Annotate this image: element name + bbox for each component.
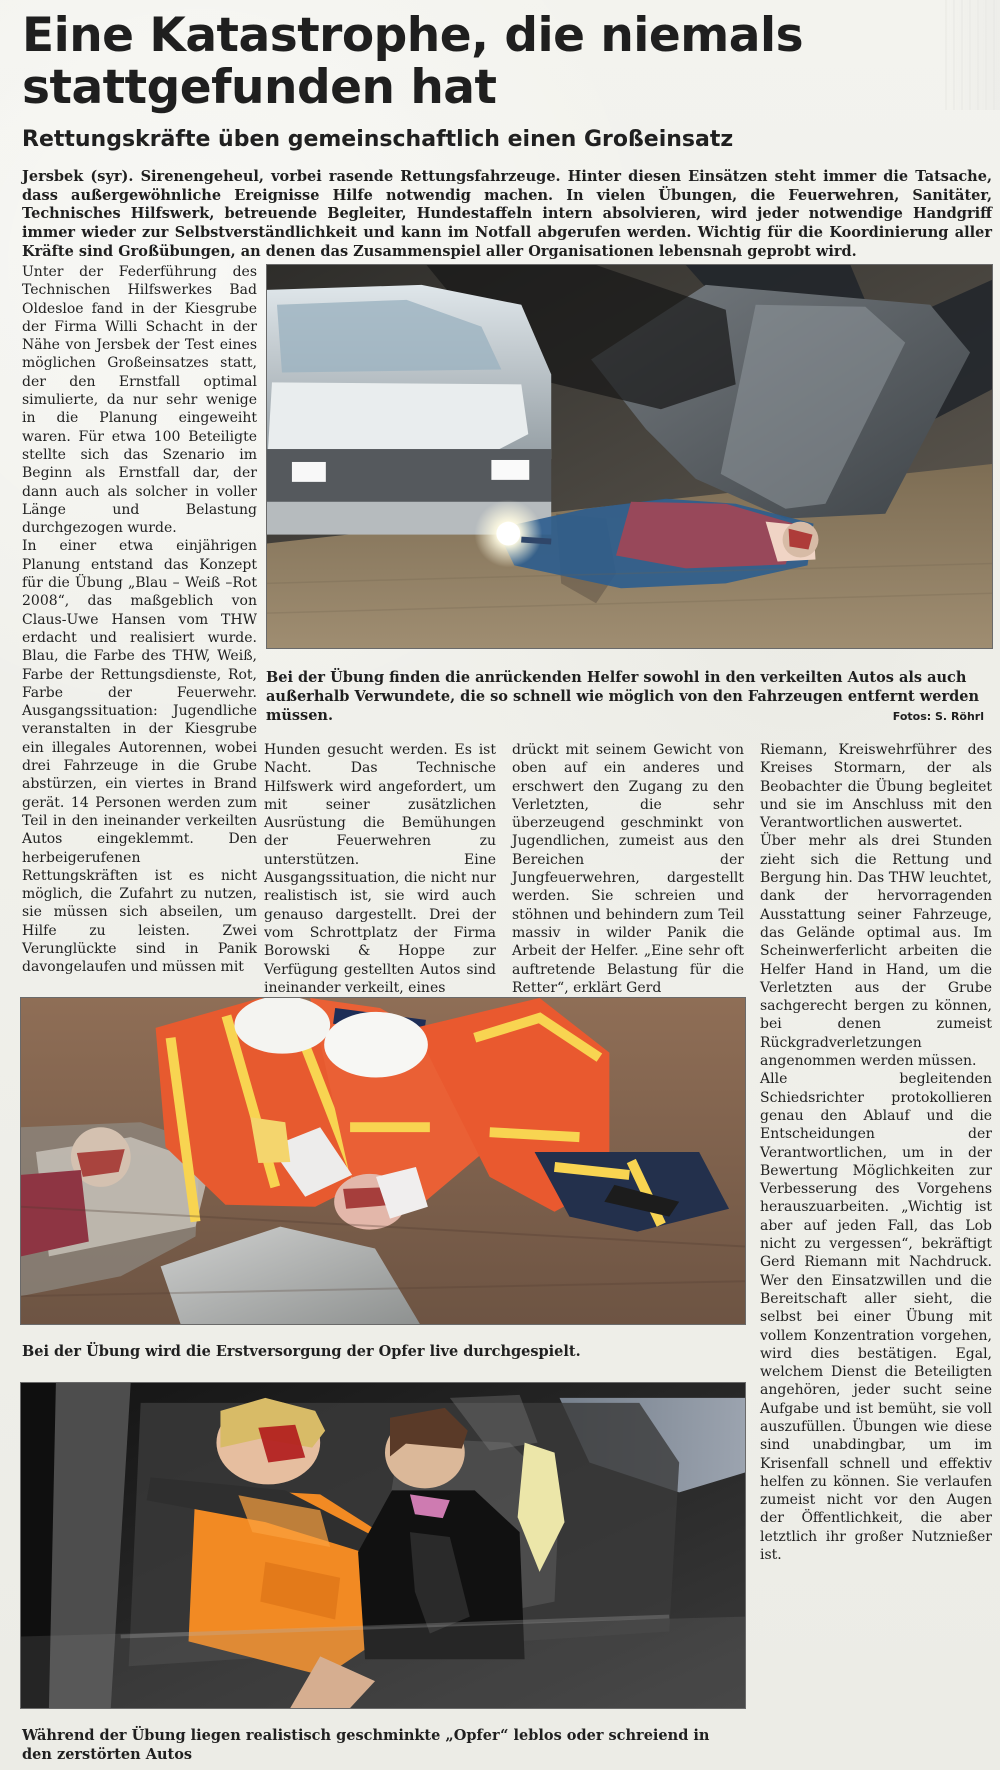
first-aid-photo-art: [21, 998, 745, 1324]
victims-in-car-photo: [20, 1382, 746, 1709]
headline: Eine Katastrophe, die niemals stattgefunden hat: [22, 8, 804, 115]
first-aid-photo: [20, 997, 746, 1325]
photo-caption-3: Während der Übung liegen realistisch geschminkte „Opfer“ leblos oder schreiend in den zerstörten Autos: [22, 1727, 710, 1763]
lead-paragraph: Jersbek (syr). Sirenengeheul, vorbei rasende Rettungsfahrzeuge. Hinter diesen Einsätzen steht immer die Tatsache, dass außergewöhnliche Ereignisse Hilfe notwendig machen. In vielen Übungen, die Feuerwehren, Sanitäter, Technisches Hilfswerk, betreuende Begleiter, Hundestaffeln intern absolvieren, wird jeder notwendige Handgriff immer wieder zur Selbstverständlichkeit und kann im Notfall abgerufen werden. Wichtig für die Koordinierung aller Kräfte sind Großübungen, an denen das Zusammenspiel aller Organisationen lebensnah geprobt wird.: [22, 168, 992, 260]
photo-credit: Fotos: S. Röhrl: [892, 710, 984, 723]
article-column-4: Riemann, Kreiswehrführer des Kreises Stormarn, der als Beobachter die Übung begleitet und sie im Anschluss mit den Verantwortlichen auswertet. Über mehr als drei Stunden zieht sich die Rettung und Bergung hin. Das THW leuchtet, dank der hervorragenden Ausstattung seiner Fahrzeuge, das Gelände optimal aus. Im Scheinwerferlicht arbeiten die Helfer Hand in Hand, um die Verletzten aus der Grube sachgerecht bergen zu können, bei denen zumeist Rückgradverletzungen angenommen werden müssen. Alle begleitenden Schiedsrichter protokollieren genau den Ablauf und die Entscheidungen der Verantwortlichen, um in der Bewertung Möglichkeiten zur Verbesserung des Vorgehens herauszuarbeiten. „Wichtig ist aber auf jeden Fall, das Lob nicht zu vergessen“, bekräftigt Gerd Riemann mit Nachdruck. Wer den Einsatzwillen und die Bereitschaft aller sieht, die selbst bei einer Übung mit vollem Konzentration vorgehen, wird dies bestätigen. Egal, welchem Dienst die Beteiligten angehören, jeder sucht seine Aufgabe und ist bemüht, sie voll auszufüllen. Übungen wie diese sind unabdingbar, um im Krisenfall schnell und effektiv helfen zu können. Sie verlaufen zumeist nicht vor den Augen der Öffentlichkeit, die aber letztlich ihr großer Nutznießer ist.: [760, 742, 992, 1564]
photo-caption-2: Bei der Übung wird die Erstversorgung der Opfer live durchgespielt.: [22, 1343, 581, 1360]
edge-bleed-texture: [945, 0, 1000, 110]
photo-caption-1: Bei der Übung finden die anrückenden Helfer sowohl in den verkeilten Autos als auch außerhalb Verwundete, die so schnell wie möglich von den Fahrzeugen entfernt werden müssen.: [266, 669, 979, 724]
victims-in-car-photo-art: [21, 1383, 745, 1708]
article-column-3: drückt mit seinem Gewicht von oben auf ein anderes und erschwert den Zugang zu den Verletzten, die sehr überzeugend geschminkt von Jugendlichen, zumeist aus den Bereichen der Jungfeuerwehren, dargestellt werden. Sie schreien und stöhnen und behindern zum Teil massiv in wilder Panik die Arbeit der Helfer. „Eine sehr oft auftretende Belastung für die Retter“, erklärt Gerd: [512, 742, 744, 996]
article-column-2: Hunden gesucht werden. Es ist Nacht. Das Technische Hilfswerk wird angefordert, um mit seiner zusätzlichen Ausrüstung die Bemühungen der Feuerwehren zu unterstützen. Eine Ausgangssituation, die nicht nur realistisch ist, sie wird auch genauso dargestellt. Drei der vom Schrottplatz der Firma Borowski & Hoppe zur Verfügung gestellten Autos sind ineinander verkeilt, eines: [264, 742, 496, 996]
crashed-cars-photo: [266, 264, 993, 649]
article-column-1: Unter der Federführung des Technischen Hilfswerkes Bad Oldesloe fand in der Kiesgrube der Firma Willi Schacht in der Nähe von Jersbek der Test eines möglichen Großeinsatzes statt, der den Ernstfall optimal simulierte, da nur sehr wenige in die Planung eingeweiht waren. Für etwa 100 Beteiligte stellte sich das Szenario im Beginn als Ernstfall dar, der dann auch als solcher in voller Länge und Belastung durchgezogen wurde. In einer etwa einjährigen Planung entstand das Konzept für die Übung „Blau – Weiß –Rot 2008“, das maßgeblich von Claus-Uwe Hansen vom THW erdacht und realisiert wurde. Blau, die Farbe des THW, Weiß, Farbe der Rettungsdienste, Rot, Farbe der Feuerwehr. Ausgangssituation: Jugendliche veranstalten in der Kiesgrube ein illegales Autorennen, wobei drei Fahrzeuge in die Grube abstürzen, ein viertes in Brand gerät. 14 Personen werden zum Teil in den ineinander verkeilten Autos eingeklemmt. Den herbeigerufenen Rettungskräften ist es nicht möglich, die Zufahrt zu nutzen, sie müssen sich abseilen, um Hilfe zu leisten. Zwei Verunglückte sind in Panik davongelaufen und müssen mit: [22, 264, 257, 976]
subheadline: Rettungskräfte üben gemeinschaftlich einen Großeinsatz: [22, 127, 734, 152]
crashed-cars-photo-art: [267, 265, 992, 648]
